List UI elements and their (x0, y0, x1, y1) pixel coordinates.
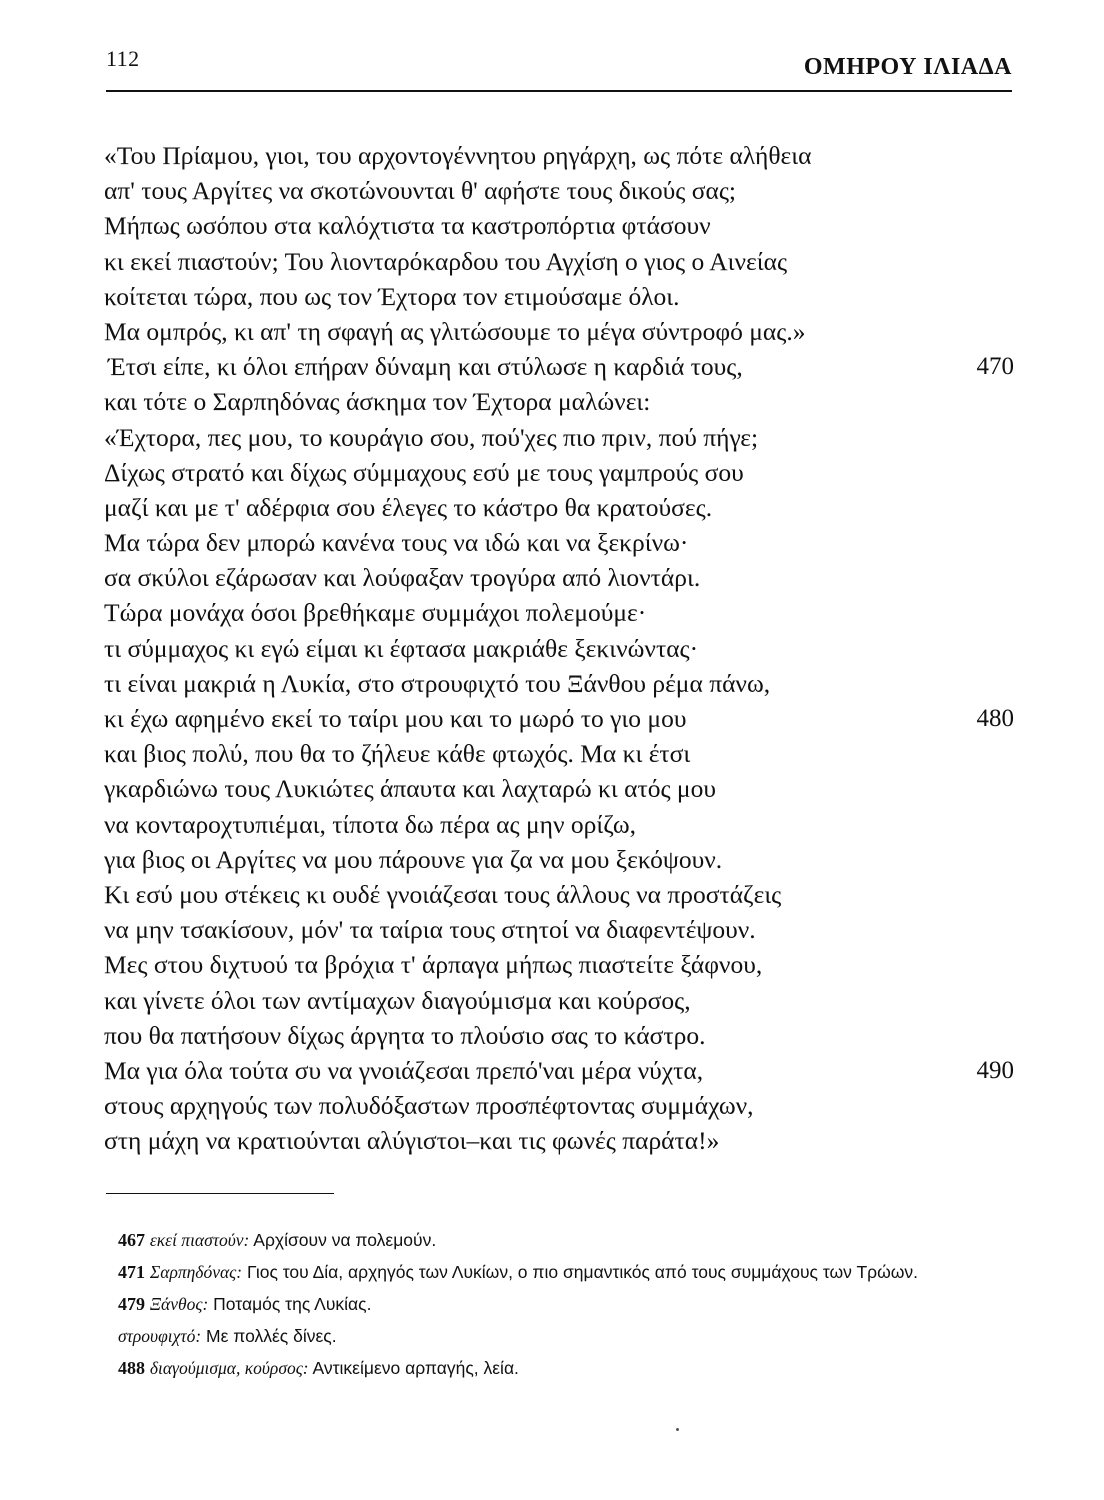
verse-line (104, 666, 1020, 701)
verse-line (104, 208, 1020, 243)
poem-text (104, 138, 1020, 1158)
verse-text: τι σύμμαχος κι εγώ είμαι κι έφτασα μακριάθε ξεκινώντας· (104, 633, 699, 663)
verse-line (104, 560, 1020, 595)
verse-text: σα σκύλοι εζάρωσαν και λούφαξαν τρογύρα από λιοντάρι. (104, 563, 701, 593)
verse-text: στη μάχη να κρατιούνται αλύγιστοι–και τις φωνές παράτα!» (104, 1126, 720, 1156)
footnote-definition: Αντικείμενο αρπαγής, λεία. (308, 1358, 519, 1378)
verse-line (104, 525, 1020, 560)
verse-line (104, 244, 1020, 279)
footnote-definition: Αρχίσουν να πολεμούν. (249, 1230, 437, 1250)
verse-line (104, 490, 1020, 525)
footnote-definition: Με πολλές δίνες. (201, 1326, 337, 1346)
footnote (106, 1288, 986, 1320)
footnote-definition: Ποταμός της Λυκίας. (208, 1294, 372, 1314)
footnote-term: Ξάνθος: (149, 1294, 209, 1314)
footnote (106, 1256, 986, 1288)
verse-line (104, 771, 1020, 806)
verse-line (104, 736, 1020, 771)
footnote (106, 1352, 986, 1384)
verse-text: Μες στου διχτυού τα βρόχια τ' άρπαγα μήπως πιαστείτε ξάφνου, (104, 950, 763, 980)
line-number: 470 (976, 353, 1014, 381)
verse-text: Μα τώρα δεν μπορώ κανένα τους να ιδώ και να ξεκρίνω· (104, 528, 689, 558)
verse-line (104, 138, 1020, 173)
line-number: 490 (976, 1056, 1014, 1084)
verse-line (104, 983, 1020, 1018)
verse-text: και γίνετε όλοι των αντίμαχων διαγούμισμα και κούρσος, (104, 985, 691, 1015)
footnote-term: διαγούμισμα, κούρσος: (149, 1358, 309, 1378)
footnote-verse-ref: 479 (118, 1294, 145, 1314)
verse-text: που θα πατήσουν δίχως άργητα το πλούσιο σας το κάστρο. (104, 1020, 706, 1050)
page-number: 112 (106, 46, 140, 71)
footnote-verse-ref: 467 (118, 1230, 145, 1250)
verse-text: απ' τους Αργίτες να σκοτώνουνται θ' αφήστε τους δικούς σας; (104, 176, 737, 206)
verse-text: Έτσι είπε, κι όλοι επήραν δύναμη και στύλωσε η καρδιά τους, (108, 352, 743, 382)
verse-line (104, 1088, 1020, 1123)
footnote (106, 1320, 986, 1352)
footnote-term: εκεί πιαστούν: (149, 1230, 250, 1250)
verse-line (104, 807, 1020, 842)
verse-text: τι είναι μακριά η Λυκία, στο στρουφιχτό του Ξάνθου ρέμα πάνω, (104, 668, 771, 698)
verse-line (104, 1123, 1020, 1158)
verse-text: κοίτεται τώρα, που ως τον Έχτορα τον ετιμούσαμε όλοι. (104, 281, 680, 311)
header-rule (106, 90, 1012, 92)
verse-line (104, 384, 1020, 419)
footnotes (106, 1224, 986, 1384)
verse-text: Μα για όλα τούτα συ να γνοιάζεσαι πρεπό'ναι μέρα νύχτα, (104, 1055, 704, 1085)
verse-text: μαζί και με τ' αδέρφια σου έλεγες το κάστρο θα κρατούσες. (104, 492, 713, 522)
verse-text: κι έχω αφημένο εκεί το ταίρι μου και το μωρό το γιο μου (104, 704, 687, 733)
verse-text: και τότε ο Σαρπηδόνας άσκημα τον Έχτορα μαλώνει: (104, 387, 651, 417)
verse-text: για βιος οι Αργίτες να μου πάρουνε για ζα να μου ξεκόψουν. (104, 844, 723, 874)
verse-text: «Έχτορα, πες μου, το κουράγιο σου, πού'χες πιο πριν, πού πήγε; (104, 422, 759, 452)
footnote-separator (106, 1193, 334, 1194)
verse-line (104, 701, 1020, 736)
verse-line (104, 349, 1020, 384)
verse-text: γκαρδιώνω τους Λυκιώτες άπαυτα και λαχταρώ κι ατός μου (104, 774, 716, 804)
verse-text: Μήπως ωσόπου στα καλόχτιστα τα καστροπόρτια φτάσουν (104, 211, 711, 241)
verse-text: κι εκεί πιαστούν; Του λιονταρόκαρδου του Αγχίση ο γιος ο Αινείας (104, 246, 788, 276)
footnote-verse-ref: 471 (118, 1262, 145, 1282)
verse-line (104, 314, 1020, 349)
verse-line (104, 631, 1020, 666)
verse-line (104, 877, 1020, 912)
verse-line (104, 420, 1020, 455)
verse-text: «Του Πρίαμου, γιοι, του αρχοντογέννητου ρηγάρχη, ως πότε αλήθεια (104, 141, 812, 170)
verse-line (104, 1018, 1020, 1053)
verse-text: να κονταροχτυπιέμαι, τίποτα δω πέρα ας μην ορίζω, (104, 809, 637, 839)
verse-text: και βιος πολύ, που θα το ζήλευε κάθε φτωχός. Μα κι έτσι (104, 739, 691, 769)
footnote (106, 1224, 986, 1256)
verse-text: Δίχως στρατό και δίχως σύμμαχους εσύ με τους γαμπρούς σου (104, 457, 744, 487)
footnote-term: Σαρπηδόνας: (149, 1262, 243, 1282)
verse-line (104, 912, 1020, 947)
scan-speck (676, 1428, 679, 1431)
verse-line (104, 1053, 1020, 1088)
verse-line (104, 279, 1020, 314)
verse-line (104, 947, 1020, 982)
verse-text: να μην τσακίσουν, μόν' τα ταίρια τους στητοί να διαφεντέψουν. (104, 915, 756, 945)
line-number: 480 (976, 705, 1014, 732)
verse-text: Κι εσύ μου στέκεις κι ουδέ γνοιάζεσαι τους άλλους να προστάζεις (104, 879, 782, 909)
verse-line (104, 595, 1020, 630)
footnote-term: στρουφιχτό: (118, 1326, 202, 1346)
page-header (106, 46, 1012, 94)
verse-text: Τώρα μονάχα όσοι βρεθήκαμε συμμάχοι πολεμούμε· (104, 598, 647, 628)
verse-line (104, 173, 1020, 208)
verse-text: στους αρχηγούς των πολυδόξαστων προσπέφτοντας συμμάχων, (104, 1091, 754, 1121)
footnote-definition: Γιος του Δία, αρχηγός των Λυκίων, ο πιο σημαντικός από τους συμμάχους των Τρώων. (242, 1262, 919, 1282)
verse-line (104, 455, 1020, 490)
verse-text: Μα ομπρός, κι απ' τη σφαγή ας γλιτώσουμε το μέγα σύντροφό μας.» (104, 316, 806, 346)
verse-line (104, 842, 1020, 877)
footnote-verse-ref: 488 (118, 1358, 145, 1378)
running-title: ΟΜΗΡΟΥ ΙΛΙΑΔΑ (803, 54, 1012, 80)
